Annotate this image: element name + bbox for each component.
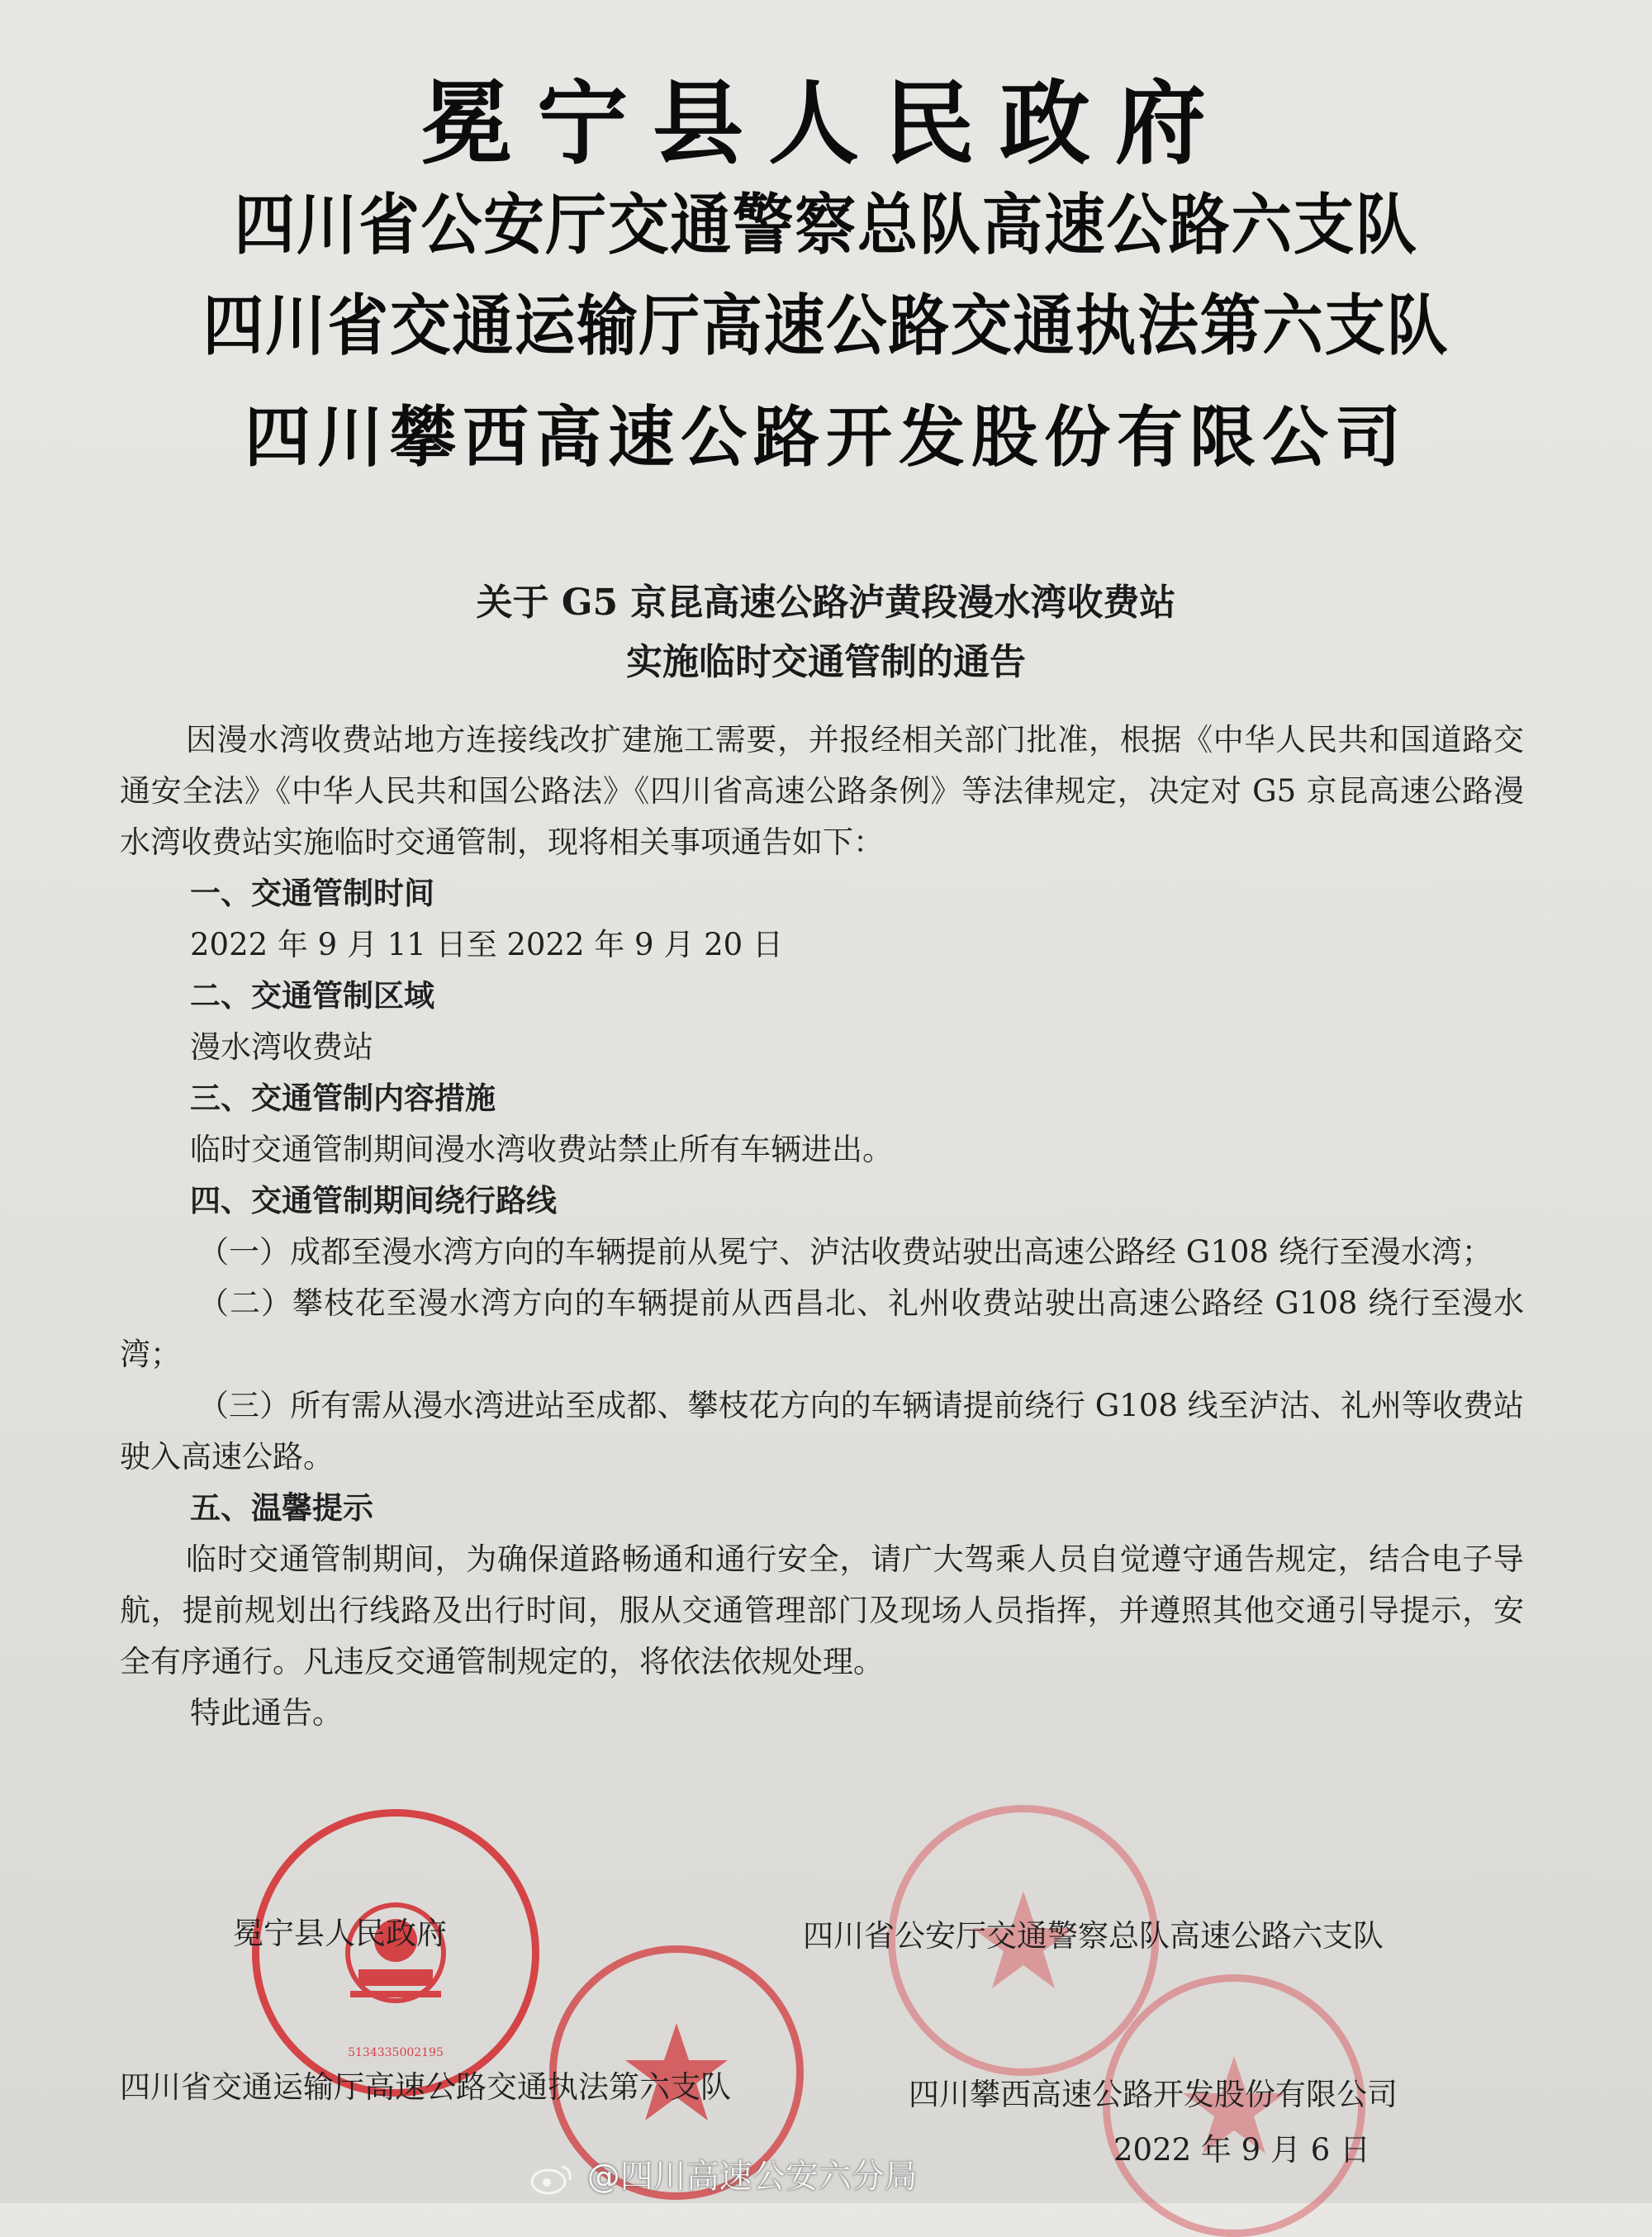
detour-item-1: （一）成都至漫水湾方向的车辆提前从冕宁、泸沽收费站驶出高速公路经 G108 绕行至漫水湾； [198, 1234, 1493, 1270]
section-heading-4: 四、交通管制期间绕行路线 [190, 1183, 557, 1218]
weibo-watermark [529, 2150, 918, 2197]
section-heading-2: 二、交通管制区域 [190, 978, 434, 1014]
letterhead-org-4: 四川攀西高速公路开发股份有限公司 [244, 399, 1408, 476]
section-heading-3: 三、交通管制内容措施 [190, 1081, 496, 1116]
notice-title-line-1: 关于 G5 京昆高速公路泸黄段漫水湾收费站 [476, 582, 1176, 624]
signature-traffic-police: 四川省公安厅交通警察总队高速公路六支队 [803, 1918, 1384, 1954]
intro-paragraph: 因漫水湾收费站地方连接线改扩建施工需要，并报经相关部门批准，根据《中华人民共和国道路交通安全法》《中华人民共和国公路法》《四川省高速公路条例》等法律规定，决定对 G5 京昆高速公路漫水湾收费站实施临时交通管制，现将相关事项通告如下： [120, 722, 1524, 860]
letterhead-org-2: 四川省公安厅交通警察总队高速公路六支队 [234, 187, 1418, 264]
section-heading-5: 五、温馨提示 [190, 1490, 373, 1526]
detour-item-2: （二）攀枝花至漫水湾方向的车辆提前从西昌北、礼州收费站驶出高速公路经 G108 绕行至漫水湾； [120, 1285, 1524, 1372]
signature-enforcement-detachment: 四川省交通运输厅高速公路交通执法第六支队 [120, 2069, 731, 2105]
letterhead-org-3: 四川省交通运输厅高速公路交通执法第六支队 [202, 287, 1450, 364]
detour-item-3: （三）所有需从漫水湾进站至成都、攀枝花方向的车辆请提前绕行 G108 线至泸沽、礼州等收费站驶入高速公路。 [120, 1388, 1524, 1475]
closing-text: 特此通告。 [190, 1695, 343, 1731]
watermark-text: @四川高速公安六分局 [586, 2158, 918, 2196]
signature-county-government: 冕宁县人民政府 [233, 1916, 447, 1951]
notice-title-line-2: 实施临时交通管制的通告 [626, 641, 1026, 683]
section-heading-1: 一、交通管制时间 [190, 876, 434, 911]
notice-body [120, 715, 1524, 1739]
seal-1-number: 5134335002195 [348, 2046, 444, 2059]
section-text-1: 2022 年 9 月 11 日至 2022 年 9 月 20 日 [190, 927, 783, 962]
letterhead-org-1: 冕宁县人民政府 [421, 71, 1231, 177]
section-text-2: 漫水湾收费站 [190, 1029, 373, 1065]
weibo-icon [529, 2162, 577, 2195]
county-government-seal-graphic [259, 1817, 532, 2089]
section-text-5: 临时交通管制期间，为确保道路畅通和通行安全，请广大驾乘人员自觉遵守通告规定，结合电子导航，提前规划出行线路及出行时间，服从交通管理部门及现场人员指挥，并遵照其他交通引导提示，安全有序通行。凡违反交通管制规定的，将依法依规处理。 [120, 1541, 1524, 1679]
notice-date: 2022 年 9 月 6 日 [1113, 2132, 1371, 2168]
section-text-3: 临时交通管制期间漫水湾收费站禁止所有车辆进出。 [190, 1132, 893, 1167]
county-government-seal [252, 1809, 539, 2097]
signature-highway-company: 四川攀西高速公路开发股份有限公司 [909, 2077, 1398, 2112]
